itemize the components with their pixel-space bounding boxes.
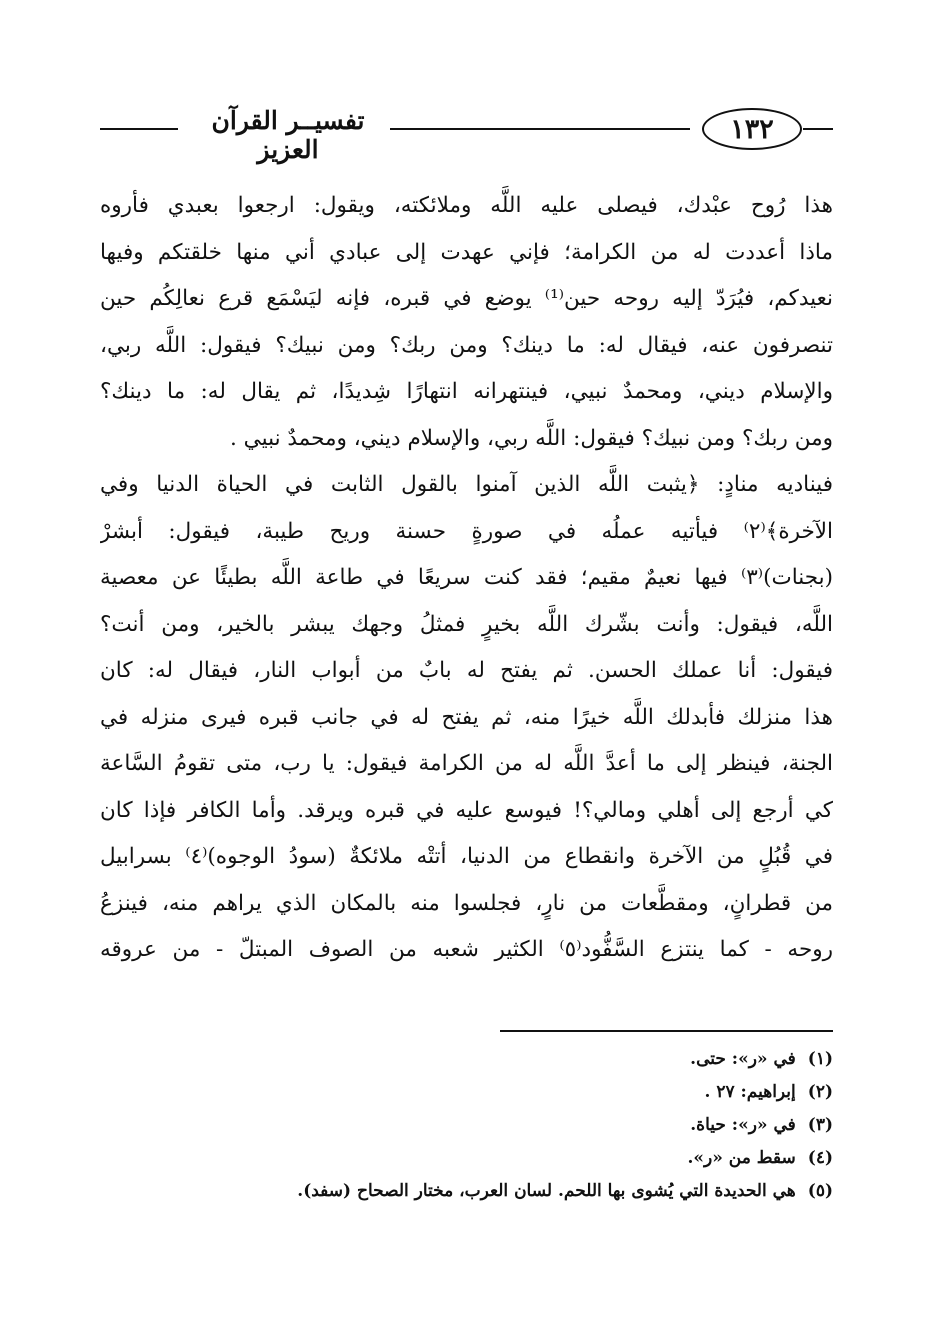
text-line: من قطرانٍ، ومقطَّعات من نارٍ، فجلسوا منه بالمكان الذي يراهم منه، فينزعُ [100, 890, 833, 916]
footnote-number: (٣) [807, 1115, 833, 1135]
footnotes [100, 1043, 833, 1208]
text-line: كي أرجع إلى أهلي ومالي؟! فيوسع عليه في قبره ويرقد. وأما الكافر فإذا كان [100, 797, 833, 823]
footnote-text: هي الحديدة التي يُشوى بها اللحم. لسان العرب، مختار الصحاح (سفد). [297, 1181, 796, 1201]
running-title: تفسيــر القرآن العزيز [211, 106, 365, 164]
text-line: الآخرة﴾⁽٢⁾ فيأتيه عملُه في صورةٍ حسنة وريح طيبة، فيقول: أبشرْ [100, 518, 833, 544]
footnote-number: (٥) [807, 1181, 833, 1201]
header-rule-right [803, 128, 833, 130]
footnote-number: (٤) [807, 1148, 833, 1168]
text-line: روحه - كما ينتزع السَّفُّود⁽٥⁾ الكثير شعبه من الصوف المبتلّ - من عروقه [100, 937, 833, 962]
text-line: فيناديه منادٍ: ﴿يثبت اللَّه الذين آمنوا بالقول الثابت في الحياة الدنيا وفي [100, 472, 833, 497]
text-line: تنصرفون عنه، فيقال له: ما دينك؟ ومن ربك؟ ومن نبيك؟ فيقول: اللَّه ربي، [100, 332, 833, 358]
footnote [100, 1142, 833, 1175]
header-rule-left [100, 128, 178, 130]
footnote [100, 1043, 833, 1076]
footnote-separator [500, 1030, 833, 1032]
footnote-text: في «ر»: حتى. [690, 1049, 796, 1069]
text-line: والإسلام ديني، ومحمدٌ نبيي، فينتهرانه انتهارًا شِديدًا، ثم يقال له: ما دينك؟ [100, 379, 833, 404]
text-line: في قُبُلٍ من الآخرة وانقطاع من الدنيا، أتتْه ملائكةٌ (سودُ الوجوه)⁽٤⁾ بسرابيل [100, 844, 833, 869]
text-line: هذا رُوح عبْدك، فيصلى عليه اللَّه وملائكته، ويقول: ارجعوا بعبدي فأروه [100, 193, 833, 218]
text-line: ومن ربك؟ ومن نبيك؟ فيقول: اللَّه ربي، والإسلام ديني، ومحمدٌ نبيي . [230, 425, 833, 451]
text-line: فيقول: أنا عملك الحسن. ثم يفتح له بابٌ من أبواب النار، فيقال له: كان [100, 658, 833, 683]
text-line: (بجنات)⁽٣⁾ فيها نعيمٌ مقيم؛ فقد كنت سريعًا في طاعة اللَّه بطيئًا عن معصية [100, 565, 833, 590]
footnote-number: (١) [807, 1049, 833, 1069]
main-text [100, 183, 833, 974]
page-number-oval [702, 108, 802, 150]
footnote-text: سقط من «ر». [687, 1148, 796, 1168]
footnote-text: إبراهيم: ٢٧ . [704, 1082, 796, 1102]
footnote-number: (٢) [807, 1082, 833, 1102]
text-line: هذا منزلك فأبدلك اللَّه خيرًا منه، ثم يفتح له في جانب قبره فيرى منزله في [100, 704, 833, 730]
text-line: اللَّه، فيقول: وأنت بشّرك اللَّه بخيرٍ فمثلُ وجهك يبشر بالخير، ومن أنت؟ [100, 611, 833, 637]
footnote-text: في «ر»: حياة. [690, 1115, 796, 1135]
footnote [100, 1109, 833, 1142]
footnote [100, 1076, 833, 1109]
page-number: ١٣٢ [730, 113, 774, 145]
page-header [100, 98, 833, 164]
text-line: الجنة، فينظر إلى ما أعدَّ اللَّه له من الكرامة فيقول: يا رب، متى تقومُ السَّاعة [100, 751, 833, 776]
text-line: نعيدكم، فيُرَدّ إليه روحه حين⁽¹⁾ يوضع في قبره، فإنه ليَسْمَع قرع نعالِكُم حين [100, 286, 833, 311]
footnote [100, 1175, 833, 1208]
text-line: ماذا أعددت له من الكرامة؛ فإني عهدت إلى عبادي أني منها خلقتكم وفيها [100, 239, 833, 265]
header-rule-middle [390, 128, 690, 130]
